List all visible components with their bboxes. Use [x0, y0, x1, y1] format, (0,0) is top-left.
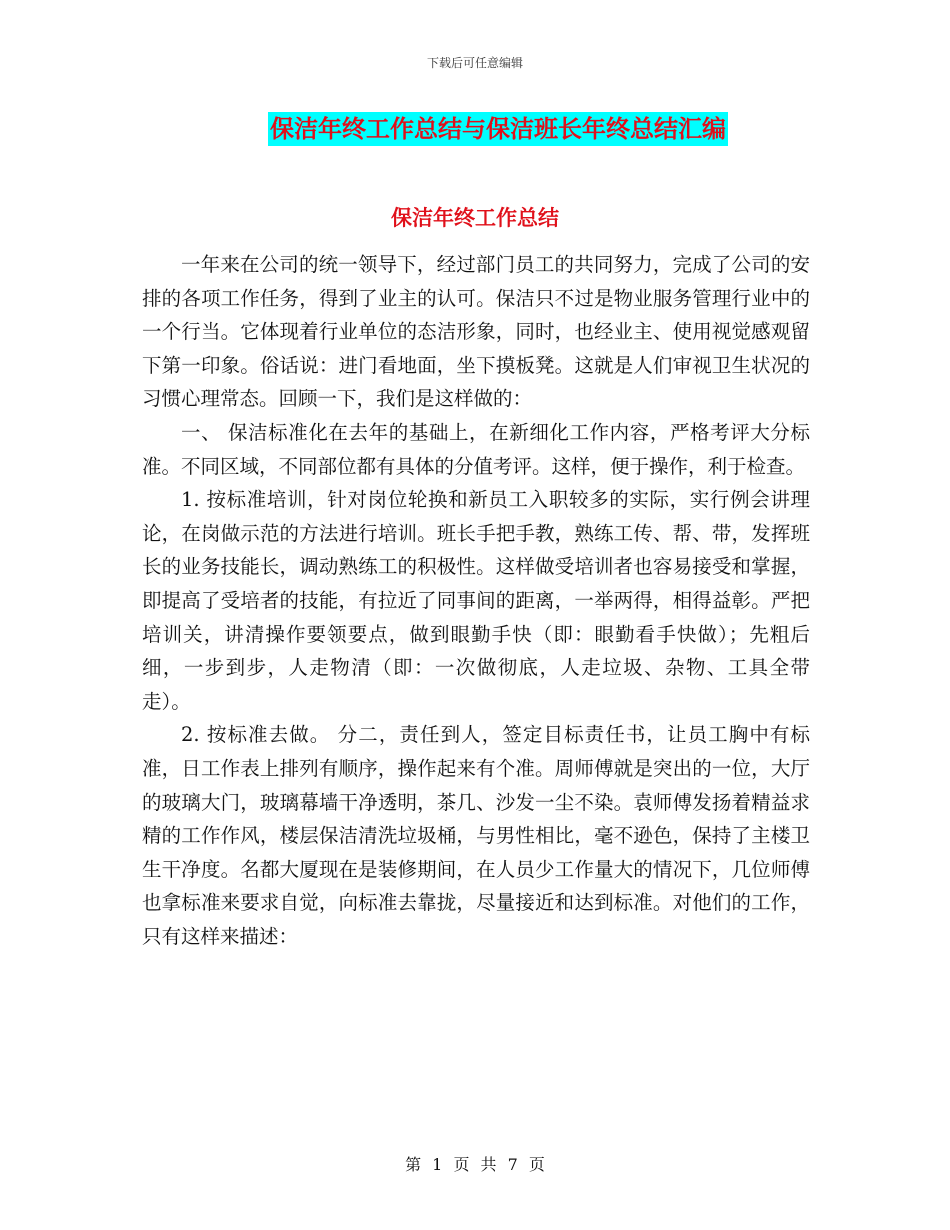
paragraph-section-one: 一、 保洁标准化在去年的基础上，在新细化工作内容，严格考评大分标准。不同区域，不同部位都有具体的分值考评。这样，便于操作，利于检查。	[142, 420, 810, 478]
page-header-note: 下载后可任意编辑	[426, 56, 523, 70]
section-title: 保洁年终工作总结	[391, 205, 559, 230]
paragraph-intro: 一年来在公司的统一领导下，经过部门员工的共同努力，完成了公司的安排的各项工作任务，得到了业主的认可。保洁只不过是物业服务管理行业中的一个行当。它体现着行业单位的态洁形象，同时，也经业主、使用视觉感观留下第一印象。俗话说：进门看地面，坐下摸板凳。这就是人们审视卫生状况的习惯心理常态。回顾一下，我们是这样做的：	[142, 253, 810, 411]
document-title-container	[0, 112, 950, 146]
paragraph-item-two: 2. 按标准去做。 分二，责任到人，签定目标责任书，让员工胸中有标准，日工作表上排列有顺序，操作起来有个准。周师傅就是突出的一位，大厅的玻璃大门，玻璃幕墙干净透明，茶几、沙发一尘不染。袁师傅发扬着精益求精的工作作风，楼层保洁清洗垃圾桶，与男性相比，毫不逊色，保持了主楼卫生干净度。名都大厦现在是装修期间，在人员少工作量大的情况下，几位师傅也拿标准来要求自觉，向标准去靠拢，尽量接近和达到标准。对他们的工作，只有这样来描述：	[142, 723, 810, 948]
paragraph-item-one: 1. 按标准培训，针对岗位轮换和新员工入职较多的实际，实行例会讲理论，在岗做示范的方法进行培训。班长手把手教，熟练工传、帮、带，发挥班长的业务技能长，调动熟练工的积极性。这样做受培训者也容易接受和掌握，即提高了受培者的技能，有拉近了同事间的距离，一举两得，相得益彰。严把培训关，讲清操作要领要点，做到眼勤手快（即：眼勤看手快做）；先粗后细，一步到步，人走物清（即：一次做彻底，人走垃圾、杂物、工具全带走）。	[142, 488, 810, 713]
document-title: 保洁年终工作总结与保洁班长年终总结汇编	[268, 112, 728, 146]
document-body	[142, 248, 810, 953]
page-number-footer: 第 1 页 共 7 页	[405, 1155, 545, 1174]
